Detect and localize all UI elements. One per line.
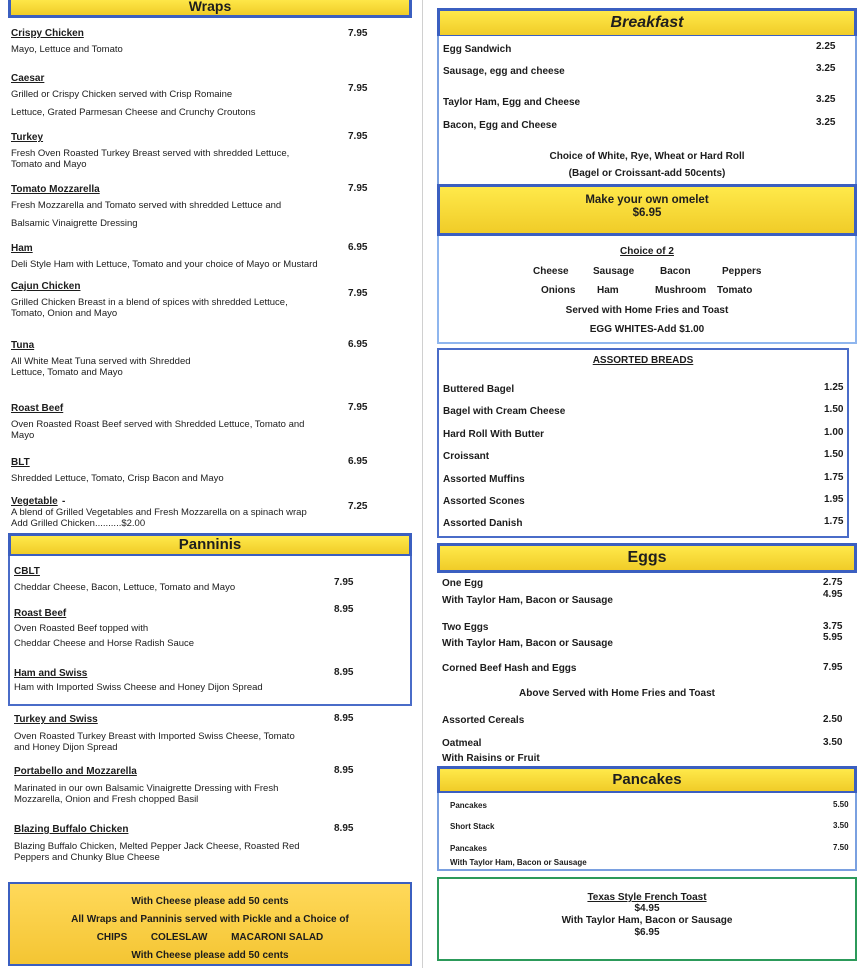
- wrap-desc: Grilled or Crispy Chicken served with Crisp Romaine: [11, 89, 233, 100]
- pannini-item-blazing-buffalo-chicken: Blazing Buffalo Chicken: [14, 824, 129, 835]
- wrap-item-ham: Ham: [11, 243, 33, 254]
- wrap-price-tuna: 6.95: [348, 339, 368, 350]
- omelet-option: Sausage: [593, 266, 635, 277]
- short-stack-price: 3.50: [833, 821, 849, 830]
- wrap-item-crispy-chicken: Crispy Chicken: [11, 28, 84, 39]
- egg-whites-line: EGG WHITES-Add $1.00: [589, 324, 705, 335]
- omelet-choice-label: Choice of 2: [620, 246, 674, 257]
- french-toast-with-price: $6.95: [634, 927, 660, 938]
- eggs-header: Eggs: [437, 543, 857, 573]
- wrap-price-blt: 6.95: [348, 456, 368, 467]
- bread-item-assorted-muffins: Assorted Muffins: [443, 474, 525, 485]
- wrap-desc: Shredded Lettuce, Tomato, Crisp Bacon and Mayo: [11, 473, 224, 484]
- omelet-header: [437, 184, 857, 236]
- bagel-croissant-line: (Bagel or Croissant-add 50cents): [568, 168, 726, 179]
- bread-item-croissant: Croissant: [443, 451, 490, 462]
- note-sides: [10, 929, 410, 947]
- bread-item-assorted-danish: Assorted Danish: [443, 518, 523, 529]
- pancakes-price: 5.50: [833, 800, 849, 809]
- omelet-served-line: Served with Home Fries and Toast: [565, 305, 729, 316]
- pannini-price-cblt: 7.95: [334, 577, 354, 588]
- two-eggs-with-label: With Taylor Ham, Bacon or Sausage: [442, 638, 613, 649]
- pannini-price-turkey-and-swiss: 8.95: [334, 713, 354, 724]
- bread-price-assorted-muffins: 1.75: [824, 472, 844, 483]
- wrap-desc: A blend of Grilled Vegetables and Fresh Mozzarella on a spinach wrap: [11, 507, 307, 518]
- cereals-label: Assorted Cereals: [442, 715, 525, 726]
- bread-item-assorted-scones: Assorted Scones: [443, 496, 525, 507]
- wraps-header: Wraps: [8, 0, 412, 18]
- pancakes-meat-with: With Taylor Ham, Bacon or Sausage: [450, 858, 587, 867]
- omelet-option: Bacon: [660, 266, 691, 277]
- pancakes-meat-label: Pancakes: [450, 844, 487, 853]
- bread-item-buttered-bagel: Buttered Bagel: [443, 384, 515, 395]
- pannini-item-cblt: CBLT: [14, 566, 40, 577]
- pancakes-meat-price: 7.50: [833, 843, 849, 852]
- pancakes-label: Pancakes: [450, 801, 487, 810]
- pannini-desc: Mozzarella, Onion and Fresh chopped Basil: [14, 794, 199, 805]
- pannini-desc: Cheddar Cheese, Bacon, Lettuce, Tomato and Mayo: [14, 582, 236, 593]
- breakfast-price-bacon-egg-and-cheese: 3.25: [816, 117, 836, 128]
- bread-price-assorted-danish: 1.75: [824, 516, 844, 527]
- wrap-price-cajun-chicken: 7.95: [348, 288, 368, 299]
- bread-price-buttered-bagel: 1.25: [824, 382, 844, 393]
- omelet-option: Ham: [597, 285, 619, 296]
- wrap-price-tomato-mozzarella: 7.95: [348, 183, 368, 194]
- wrap-item-blt: BLT: [11, 457, 30, 468]
- wrap-price-caesar: 7.95: [348, 83, 368, 94]
- wrap-item-caesar: Caesar: [11, 73, 45, 84]
- pannini-desc: Oven Roasted Turkey Breast with Imported Swiss Cheese, Tomato: [14, 731, 295, 742]
- breakfast-box: [437, 36, 857, 186]
- wrap-desc: Fresh Mozzarella and Tomato served with shredded Lettuce and: [11, 200, 282, 211]
- note-cheese-line: With Cheese please add 50 cents: [131, 896, 289, 907]
- wrap-desc: Balsamic Vinaigrette Dressing: [11, 218, 138, 229]
- pannini-desc: and Honey Dijon Spread: [14, 742, 118, 753]
- wrap-item-tuna: Tuna: [11, 340, 35, 351]
- wrap-desc: Tomato, Onion and Mayo: [11, 308, 118, 319]
- wrap-item-vegetable: Vegetable: [11, 496, 58, 507]
- wrap-desc: Tomato and Mayo: [11, 159, 87, 170]
- wrap-desc: Lettuce, Grated Parmesan Cheese and Crunchy Croutons: [11, 107, 256, 118]
- two-eggs-label: Two Eggs: [442, 622, 489, 633]
- wrap-item-turkey: Turkey: [11, 132, 44, 143]
- note-served-line: All Wraps and Panninis served with Pickle and a Choice of: [71, 914, 349, 925]
- bread-item-hard-roll-with-butter: Hard Roll With Butter: [443, 429, 545, 440]
- breads-box: [437, 348, 849, 538]
- pannini-desc: Ham with Imported Swiss Cheese and Honey Dijon Spread: [14, 682, 263, 693]
- corned-beef-price: 7.95: [823, 662, 843, 673]
- wrap-desc: All White Meat Tuna served with Shredded: [11, 356, 191, 367]
- pannini-price-blazing-buffalo-chicken: 8.95: [334, 823, 354, 834]
- eggs-served-line: Above Served with Home Fries and Toast: [519, 688, 715, 699]
- omelet-option: Tomato: [717, 285, 753, 296]
- two-eggs-with-price: 5.95: [823, 632, 843, 643]
- bread-price-bagel-with-cream-cheese: 1.50: [824, 404, 844, 415]
- french-toast-with: With Taylor Ham, Bacon or Sausage: [561, 915, 733, 926]
- pannini-item-turkey-and-swiss: Turkey and Swiss: [14, 714, 98, 725]
- breakfast-price-egg-sandwich: 2.25: [816, 41, 836, 52]
- french-toast-price: $4.95: [634, 903, 660, 914]
- pannini-desc: Marinated in our own Balsamic Vinaigrette Dressing with Fresh: [14, 783, 279, 794]
- two-eggs-price: 3.75: [823, 621, 843, 632]
- one-egg-with-label: With Taylor Ham, Bacon or Sausage: [442, 595, 613, 606]
- wrap-desc: Lettuce, Tomato and Mayo: [11, 367, 123, 378]
- oatmeal-price: 3.50: [823, 737, 843, 748]
- wraps-panninis-note: [8, 882, 412, 966]
- one-egg-with-price: 4.95: [823, 589, 843, 600]
- breakfast-item-sausage-egg-and-cheese: Sausage, egg and cheese: [443, 66, 565, 77]
- wrap-item-tomato-mozzarella: Tomato Mozzarella: [11, 184, 100, 195]
- panninis-header: Panninis: [8, 533, 412, 557]
- one-egg-label: One Egg: [442, 578, 484, 589]
- breakfast-price-sausage-egg-and-cheese: 3.25: [816, 63, 836, 74]
- omelet-price: $6.95: [632, 207, 662, 219]
- side-coleslaw: COLESLAW: [150, 932, 208, 943]
- pannini-desc: Blazing Buffalo Chicken, Melted Pepper Jack Cheese, Roasted Red: [14, 841, 300, 852]
- bread-price-croissant: 1.50: [824, 449, 844, 460]
- wrap-desc: Mayo: [11, 430, 35, 441]
- omelet-option: Onions: [541, 285, 576, 296]
- side-chips: CHIPS: [96, 932, 128, 943]
- corned-beef-label: Corned Beef Hash and Eggs: [442, 663, 577, 674]
- wrap-price-crispy-chicken: 7.95: [348, 28, 368, 39]
- breakfast-header: Breakfast: [437, 8, 857, 38]
- wrap-desc: Mayo, Lettuce and Tomato: [11, 44, 123, 55]
- pannini-desc: Oven Roasted Beef topped with: [14, 623, 149, 634]
- bread-choice-line: Choice of White, Rye, Wheat or Hard Roll: [549, 151, 745, 162]
- side-macaroni-salad: MACARONI SALAD: [231, 932, 324, 943]
- wrap-desc: Deli Style Ham with Lettuce, Tomato and your choice of Mayo or Mustard: [11, 259, 318, 270]
- pannini-item-portabello-and-mozzarella: Portabello and Mozzarella: [14, 766, 137, 777]
- note-cheese-line-2: With Cheese please add 50 cents: [131, 950, 289, 961]
- bread-item-bagel-with-cream-cheese: Bagel with Cream Cheese: [443, 406, 566, 417]
- breakfast-item-egg-sandwich: Egg Sandwich: [443, 44, 512, 55]
- omelet-option: Mushroom: [655, 285, 707, 296]
- breakfast-item-bacon-egg-and-cheese: Bacon, Egg and Cheese: [443, 120, 557, 131]
- wrap-price-ham: 6.95: [348, 242, 368, 253]
- pannini-item-roast-beef: Roast Beef: [14, 608, 67, 619]
- breakfast-item-taylor-ham-egg-and-cheese: Taylor Ham, Egg and Cheese: [443, 97, 581, 108]
- wrap-item-cajun-chicken: Cajun Chicken: [11, 281, 81, 292]
- wrap-price-vegetable: 7.25: [348, 501, 368, 512]
- breakfast-price-taylor-ham-egg-and-cheese: 3.25: [816, 94, 836, 105]
- one-egg-price: 2.75: [823, 577, 843, 588]
- fold-line: [422, 0, 423, 968]
- pannini-desc: Cheddar Cheese and Horse Radish Sauce: [14, 638, 195, 649]
- omelet-option: Peppers: [722, 266, 762, 277]
- wrap-item-roast-beef: Roast Beef: [11, 403, 64, 414]
- omelet-title: Make your own omelet: [585, 194, 709, 206]
- oatmeal-with-label: With Raisins or Fruit: [442, 753, 540, 764]
- wrap-price-roast-beef: 7.95: [348, 402, 368, 413]
- pannini-price-roast-beef: 8.95: [334, 604, 354, 615]
- wrap-desc: Add Grilled Chicken..........$2.00: [11, 518, 146, 529]
- wrap-item-suffix: -: [62, 496, 66, 507]
- short-stack-label: Short Stack: [450, 822, 495, 831]
- omelet-option: Cheese: [533, 266, 569, 277]
- breads-header: ASSORTED BREADS: [592, 355, 694, 366]
- pannini-desc: Peppers and Chunky Blue Cheese: [14, 852, 160, 863]
- wrap-price-turkey: 7.95: [348, 131, 368, 142]
- wrap-desc: Fresh Oven Roasted Turkey Breast served with shredded Lettuce,: [11, 148, 290, 159]
- pancakes-header: Pancakes: [437, 766, 857, 794]
- pannini-item-ham-and-swiss: Ham and Swiss: [14, 668, 88, 679]
- wrap-desc: Oven Roasted Roast Beef served with Shredded Lettuce, Tomato and: [11, 419, 305, 430]
- oatmeal-label: Oatmeal: [442, 738, 482, 749]
- cereals-price: 2.50: [823, 714, 843, 725]
- french-toast-title: Texas Style French Toast: [587, 892, 707, 903]
- bread-price-assorted-scones: 1.95: [824, 494, 844, 505]
- bread-price-hard-roll-with-butter: 1.00: [824, 427, 844, 438]
- pannini-price-ham-and-swiss: 8.95: [334, 667, 354, 678]
- wrap-desc: Grilled Chicken Breast in a blend of spices with shredded Lettuce,: [11, 297, 288, 308]
- pannini-price-portabello-and-mozzarella: 8.95: [334, 765, 354, 776]
